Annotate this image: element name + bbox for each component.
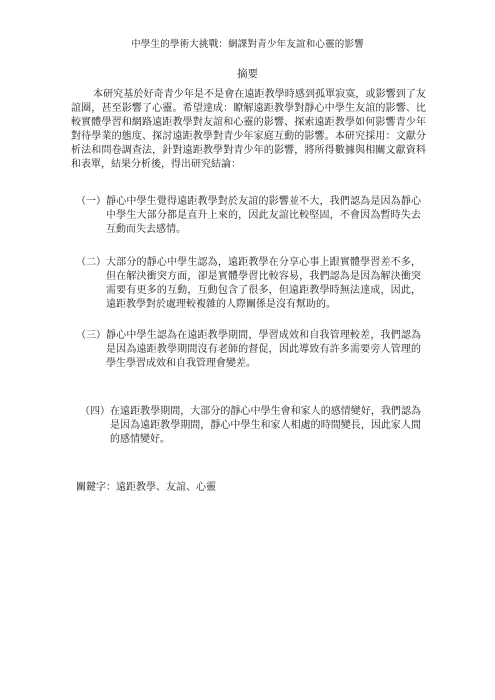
finding-text: 在遠距教學期間，大部分的靜心中學生會和家人的感情變好，我們認為是因為遠距教學期間，靜心中學生和家人相處的時間變長，因此家人間的感情變好。 (110, 406, 421, 445)
finding-item-2 (76, 256, 421, 312)
finding-text: 靜心中學生覺得遠距教學對於友誼的影響並不大，我們認為是因為靜心中學生大部分都是直升上來的，因此友誼比較堅固，不會因為暫時失去互動而失去感情。 (106, 196, 421, 235)
finding-text: 大部分的靜心中學生認為，遠距教學在分享心事上跟實體學習差不多，但在解決衝突方面，卻是實體學習比較容易，我們認為是因為解決衝突需要有更多的互動，互動包含了很多，但遠距教學時無法達成，因此，遠距教學對於處理較複雜的人際關係是沒有幫助的。 (106, 257, 421, 310)
finding-number: （二） (76, 257, 106, 268)
finding-text: 靜心中學生認為在遠距教學期間，學習成效和自我管理較差，我們認為是因為遠距教學期間沒有老師的督促，因此導致有許多需要旁人管理的學生學習成效和自我管理會變差。 (106, 330, 421, 369)
abstract-paragraph: 本研究基於好奇青少年是不是會在遠距教學時感到孤單寂寞，或影響到了友誼圈，甚至影響了心靈。希望達成：瞭解遠距教學對靜心中學生友誼的影響、比較實體學習和網路遠距教學對友誼和心靈的影響、探索遠距教學如何影響青少年對待學業的態度、探討遠距教學對青少年家庭互動的影響。本研究採用：文獻分析法和問卷調查法，針對遠距教學對青少年的影響，將所得數據與相關文獻資料和表單，結果分析後，得出研究結論： (71, 89, 426, 170)
finding-item-3 (76, 329, 421, 371)
running-header: 中學生的學術大挑戰：網課對青少年友誼和心靈的影響 (131, 39, 364, 50)
finding-item-1 (76, 195, 421, 237)
keywords-label: 關鍵字： (76, 482, 116, 493)
finding-item-4 (80, 405, 421, 447)
keywords-line (76, 481, 216, 495)
finding-number: （三） (76, 330, 106, 341)
finding-number: （一） (76, 196, 106, 207)
abstract-heading: 摘要 (237, 68, 258, 80)
keywords-terms: 遠距教學、友誼、心靈 (116, 482, 216, 493)
finding-number: （四） (80, 406, 110, 417)
